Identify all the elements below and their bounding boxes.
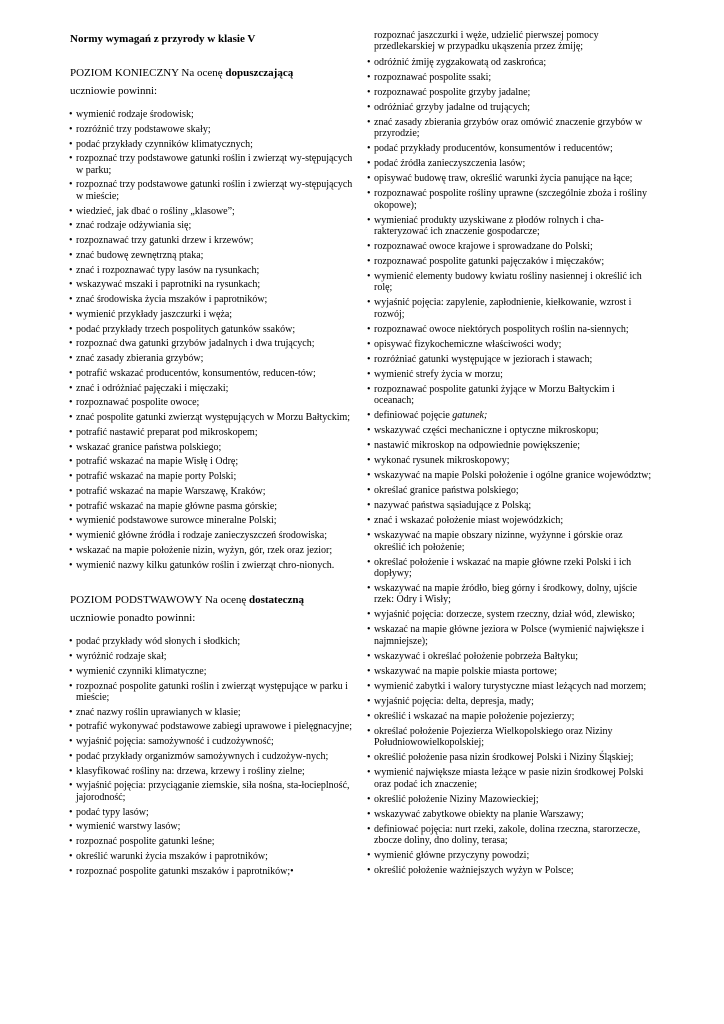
list-item-text: • wyjaśnić pojęcia: zapylenie, zapłodnienie, kiełkowanie, wzrost i rozwój; [374,297,632,320]
level-podstawowy-grade: dostateczną [248,594,304,607]
list-item-text: • potrafić nastawić preparat pod mikroskopem; [76,426,258,438]
list-item [368,271,653,294]
list-item-text: • wymienić przykłady jaszczurki i węża; [76,308,233,320]
list-item [70,235,360,246]
list-item [368,726,653,749]
list-item [368,455,653,466]
define-item-list [368,410,653,421]
list-item [70,279,360,290]
list-item [70,515,360,526]
list-item [70,866,360,877]
list-item-text: • rozpoznawać owoce niektórych pospolitych roślin na-siennych; [374,323,629,335]
level-konieczny-heading [70,67,360,79]
list-item-text: • rozpoznać pospolite gatunki leśne; [76,836,215,848]
list-item [70,766,360,777]
list-item-text: • wskazywać na mapie obszary nizinne, wyżynne i górskie oraz określić ich położenie; [374,530,623,553]
list-item-text: • rozróżnić trzy podstawowe skały; [76,123,211,135]
list-item [70,383,360,394]
list-item-text: • określać granice państwa polskiego; [374,485,519,497]
list-item [368,666,653,677]
podstawowy-list [70,636,360,877]
list-item-text: • podać przykłady trzech pospolitych gatunków ssaków; [76,323,296,335]
level-podstawowy-prefix: POZIOM PODSTWAWOWY Na ocenę [70,594,249,607]
list-item-text: • odróżnić żmiję zygzakowatą od zaskrońca; [374,56,547,68]
list-item-text: • znać zasady zbierania grzybów; [76,353,204,365]
list-item-text: • potrafić wskazać na mapie Warszawę, Kraków; [76,485,266,497]
list-item [368,256,653,267]
left-column [70,33,360,880]
define-term: gatunek; [452,410,488,422]
list-item-text: • rozpoznawać pospolite owoce; [76,397,200,409]
list-item [368,173,653,184]
list-item [368,241,653,252]
list-item [368,794,653,805]
list-item-text: • wymienić podstawowe surowce mineralne Polski; [76,515,277,527]
list-item [368,72,653,83]
list-item-text: • wyjaśnić pojęcia: samożywność i cudzożywność; [76,736,274,748]
list-item [368,470,653,481]
list-item-text: • nazywać państwa sąsiadujące z Polską; [374,500,532,512]
list-item [368,339,653,350]
list-item-text: • wymienić warstwy lasów; [76,821,181,833]
list-item [70,681,360,704]
list-item [70,206,360,217]
list-item-text: • wskazywać mszaki i paprotniki na rysunkach; [76,279,261,291]
list-item-text: • wymieniać produkty uzyskiwane z płodów rolnych i cha-rakteryzować ich znaczenie gospodarcze; [374,214,604,238]
list-item-text: • wskazywać na mapie źródło, bieg górny i środkowy, dolny, ujście rzek: Odry i Wisły; [374,583,638,606]
list-item-text: • odróżniać grzyby jadalne od trujących; [374,101,531,113]
list-item-text: • wskazać na mapie główne jeziora w Polsce (wymienić największe i najmniejsze); [374,624,645,647]
list-item-text: • określić położenie pasa nizin środkowej Polski i Niziny Śląskiej; [374,752,634,764]
list-item [70,397,360,408]
list-item-text: • wskazywać części mechaniczne i optyczne mikroskopu; [374,425,599,437]
list-item [70,456,360,467]
list-item [70,821,360,832]
list-item-text: • potrafić wskazać na mapie Wisłę i Odrę; [76,456,239,468]
list-item [70,139,360,150]
list-item [368,354,653,365]
continued-item: rozpoznać jaszczurki i węże, udzielić pierwszej pomocy przedlekarskiej w przypadku ukąszenia przez żmiję; [374,30,599,53]
list-item [368,515,653,526]
list-item [70,353,360,364]
list-item-text: • znać i odróżniać pajęczaki i mięczaki; [76,382,229,394]
list-item-text: • wymienić zabytki i walory turystyczne miast leżących nad morzem; [374,680,647,692]
list-item-text: • wiedzieć, jak dbać o rośliny „klasowe”; [76,205,235,217]
list-item-text: • opisywać budowę traw, określić warunki życia panujące na łące; [374,173,633,185]
list-item [70,471,360,482]
list-item [70,666,360,677]
list-item [368,87,653,98]
list-item-text: • rozpoznawać pospolite rośliny uprawne (szczególnie zboża i rośliny okopowe); [374,188,647,211]
level-konieczny-grade: dopuszczającą [225,67,294,79]
list-item-text: • rozpoznawać owoce krajowe i sprowadzane do Polski; [374,241,593,253]
list-item [70,124,360,135]
list-item [368,158,653,169]
list-item [368,440,653,451]
list-item-text: • wskazać na mapie położenie nizin, wyżyn, gór, rzek oraz jezior; [76,544,333,556]
list-item-text: • definiować pojęcia: nurt rzeki, zakole, dolina rzeczna, starorzecze, zbocze doliny, dno doliny, terasa; [374,823,641,847]
list-item-text: • znać i rozpoznawać typy lasów na rysunkach; [76,264,260,276]
list-item [368,188,653,211]
list-item-text: • rozpoznawać pospolite grzyby jadalne; [374,86,531,98]
list-item-text: • wskazywać na mapie Polski położenie i ogólne granice województw; [374,470,652,482]
list-item [368,850,653,861]
list-item [368,809,653,820]
list-item-text: • rozpoznać dwa gatunki grzybów jadalnych i dwa trujących; [76,338,315,350]
list-item [70,651,360,662]
list-item-text: • znać nazwy roślin uprawianych w klasie; [76,706,241,718]
list-item-text: • znać środowiska życia mszaków i paprotników; [76,294,268,306]
right-column [368,30,653,880]
list-item-text: • wyjaśnić pojęcia: delta, depresja, mady; [374,695,534,707]
list-item-text: • podać przykłady organizmów samożywnych i cudzożyw-nych; [76,750,329,762]
level-podstawowy-heading [70,594,360,606]
list-item [70,265,360,276]
list-item [70,412,360,423]
list-item-text: • podać przykłady producentów, konsumentów i reducentów; [374,143,613,155]
list-item-text: • określać położenie Pojezierza Wielkopolskiego oraz Niziny Południowowielkopolskiej; [374,725,613,749]
list-item-text: • wyróżnić rodzaje skał; [76,651,167,663]
list-item [368,624,653,647]
list-item [70,294,360,305]
level-konieczny-intro: uczniowie powinni: [70,85,158,97]
list-item [70,736,360,747]
list-item [368,711,653,722]
list-item [70,807,360,818]
list-item [70,751,360,762]
list-item-text: • rozpoznawać trzy gatunki drzew i krzewów; [76,235,254,247]
list-item-define-gatunek [368,410,653,421]
list-item-text: • wskazać granice państwa polskiego; [76,441,222,453]
list-item [70,250,360,261]
list-item [368,530,653,553]
list-item [368,557,653,580]
list-item [70,338,360,349]
list-item-text: • wymienić elementy budowy kwiatu rośliny nasiennej i określić ich rolę; [374,271,642,294]
level-konieczny-prefix: POZIOM KONIECZNY Na ocenę [70,67,226,79]
list-item-text: • rozpoznać pospolite gatunki roślin i zwierząt występujące w parku i mieście; [76,680,348,703]
list-item [70,442,360,453]
list-item [368,324,653,335]
list-item [368,651,653,662]
list-item-text: • wyjaśnić pojęcia: przyciąganie ziemskie, siła nośna, sta-łocieplność, jajorodność; [76,780,350,803]
list-item-text: • rozpoznawać pospolite ssaki; [374,71,492,83]
podstawowy-list-continued-a [368,57,653,407]
list-item [70,324,360,335]
list-item [368,583,653,606]
list-item-text: • wyjaśnić pojęcia: dorzecze, system rzeczny, dział wód, zlewisko; [374,609,635,621]
list-item [368,485,653,496]
list-item-text: • wskazywać i określać położenie pobrzeża Bałtyku; [374,650,579,662]
list-item-text: • potrafić wskazać producentów, konsumentów, reducen-tów; [76,367,316,379]
list-item-text: • potrafić wykonywać podstawowe zabiegi uprawowe i pielęgnacyjne; [76,721,353,733]
list-item [368,767,653,790]
list-item [368,384,653,407]
list-item-text: • znać budowę zewnętrzną ptaka; [76,249,204,261]
list-item [368,824,653,847]
list-item-text: • określić położenie ważniejszych wyżyn w Polsce; [374,865,574,877]
list-item-text: • wskazywać zabytkowe obiekty na planie Warszawy; [374,808,584,820]
list-item [70,309,360,320]
list-item [70,153,360,176]
list-item-text: • wykonać rysunek mikroskopowy; [374,455,510,467]
list-item-text: • rozpoznawać pospolite gatunki żyjące w Morzu Bałtyckim i oceanach; [374,383,615,407]
list-item [368,865,653,876]
list-item-text: • podać przykłady wód słonych i słodkich; [76,636,241,648]
list-item [70,427,360,438]
list-item [368,425,653,436]
list-item-text: • określić położenie Niziny Mazowieckiej; [374,793,539,805]
list-item-text: • wskazywać na mapie polskie miasta portowe; [374,665,557,677]
list-item [70,707,360,718]
list-item-text: • wymienić główne przyczyny powodzi; [374,850,530,862]
list-item-text: • wymienić największe miasta leżące w pasie nizin środkowej Polski oraz podać ich znaczenie; [374,767,644,790]
list-item [70,109,360,120]
define-prefix: definiować pojęcie [374,410,453,422]
list-item [70,851,360,862]
list-item [70,501,360,512]
podstawowy-list-continued-b [368,425,653,876]
list-item-text: • nastawić mikroskop na odpowiednie powiększenie; [374,440,581,452]
list-item-text: • opisywać fizykochemiczne właściwości wody; [374,338,562,350]
list-item-text: • wymienić nazwy kilku gatunków roślin i zwierząt chro-nionych. [76,559,335,571]
page-title: Normy wymagań z przyrody w klasie V [70,33,256,45]
list-item [368,215,653,238]
list-item-text: • rozpoznawać pospolite gatunki pajęczaków i mięczaków; [374,256,605,268]
list-item-text: • rozpoznać trzy podstawowe gatunki roślin i zwierząt wy-stępujących w mieście; [76,179,353,202]
list-item [368,102,653,113]
level-podstawowy-intro: uczniowie ponadto powinni: [70,612,196,625]
list-item-text: • potrafić wskazać na mapie porty Polski; [76,471,237,483]
list-item [368,57,653,68]
list-item-text: • klasyfikować rośliny na: drzewa, krzewy i rośliny zielne; [76,765,305,777]
list-item-text: • rozróżniać gatunki występujące w jeziorach i stawach; [374,353,593,365]
list-item [368,609,653,620]
list-item-text: • potrafić wskazać na mapie główne pasma górskie; [76,500,278,512]
list-item [70,486,360,497]
list-item [70,545,360,556]
list-item [70,636,360,647]
list-item-text: • znać i wskazać położenie miast wojewódzkich; [374,515,564,527]
list-item [70,368,360,379]
list-item [70,220,360,231]
konieczny-list [70,109,360,571]
list-item [70,780,360,803]
list-item-text: • rozpoznać trzy podstawowe gatunki roślin i zwierząt wy-stępujących w parku; [76,153,353,176]
list-item [70,721,360,732]
list-item-text: • znać rodzaje odżywiania się; [76,220,192,232]
list-item [368,143,653,154]
list-item-text: • podać typy lasów; [76,806,149,818]
list-item [368,500,653,511]
list-item-text: • wymienić rodzaje środowisk; [76,109,194,120]
list-item-text: • określić warunki życia mszaków i paprotników; [76,850,268,862]
list-item-text: • znać pospolite gatunki zwierząt występujących w Morzu Bałtyckim; [76,412,351,424]
list-item-text: • podać przykłady czynników klimatycznych; [76,138,253,150]
list-item [368,681,653,692]
list-item-text: • wymienić strefy życia w morzu; [374,368,503,380]
list-item-text: • rozpoznać pospolite gatunki mszaków i paprotników;• [76,865,294,877]
list-item-text: • wymienić główne źródła i rodzaje zanieczyszczeń środowiska; [76,530,328,542]
list-item-text: • znać zasady zbierania grzybów oraz omówić znaczenie grzybów w przyrodzie; [374,116,643,140]
list-item [70,836,360,847]
list-item [368,297,653,320]
list-item-text: • wymienić czynniki klimatyczne; [76,665,207,677]
list-item-text: • określać położenie i wskazać na mapie główne rzeki Polski i ich dopływy; [374,556,632,580]
list-item-text: • określić i wskazać na mapie położenie pojezierzy; [374,710,575,722]
list-item [368,752,653,763]
list-item-text: • podać źródła zanieczyszczenia lasów; [374,158,526,170]
list-item [70,530,360,541]
list-item [368,696,653,707]
list-item [368,117,653,140]
list-item [70,560,360,571]
list-item [70,179,360,202]
list-item [368,369,653,380]
